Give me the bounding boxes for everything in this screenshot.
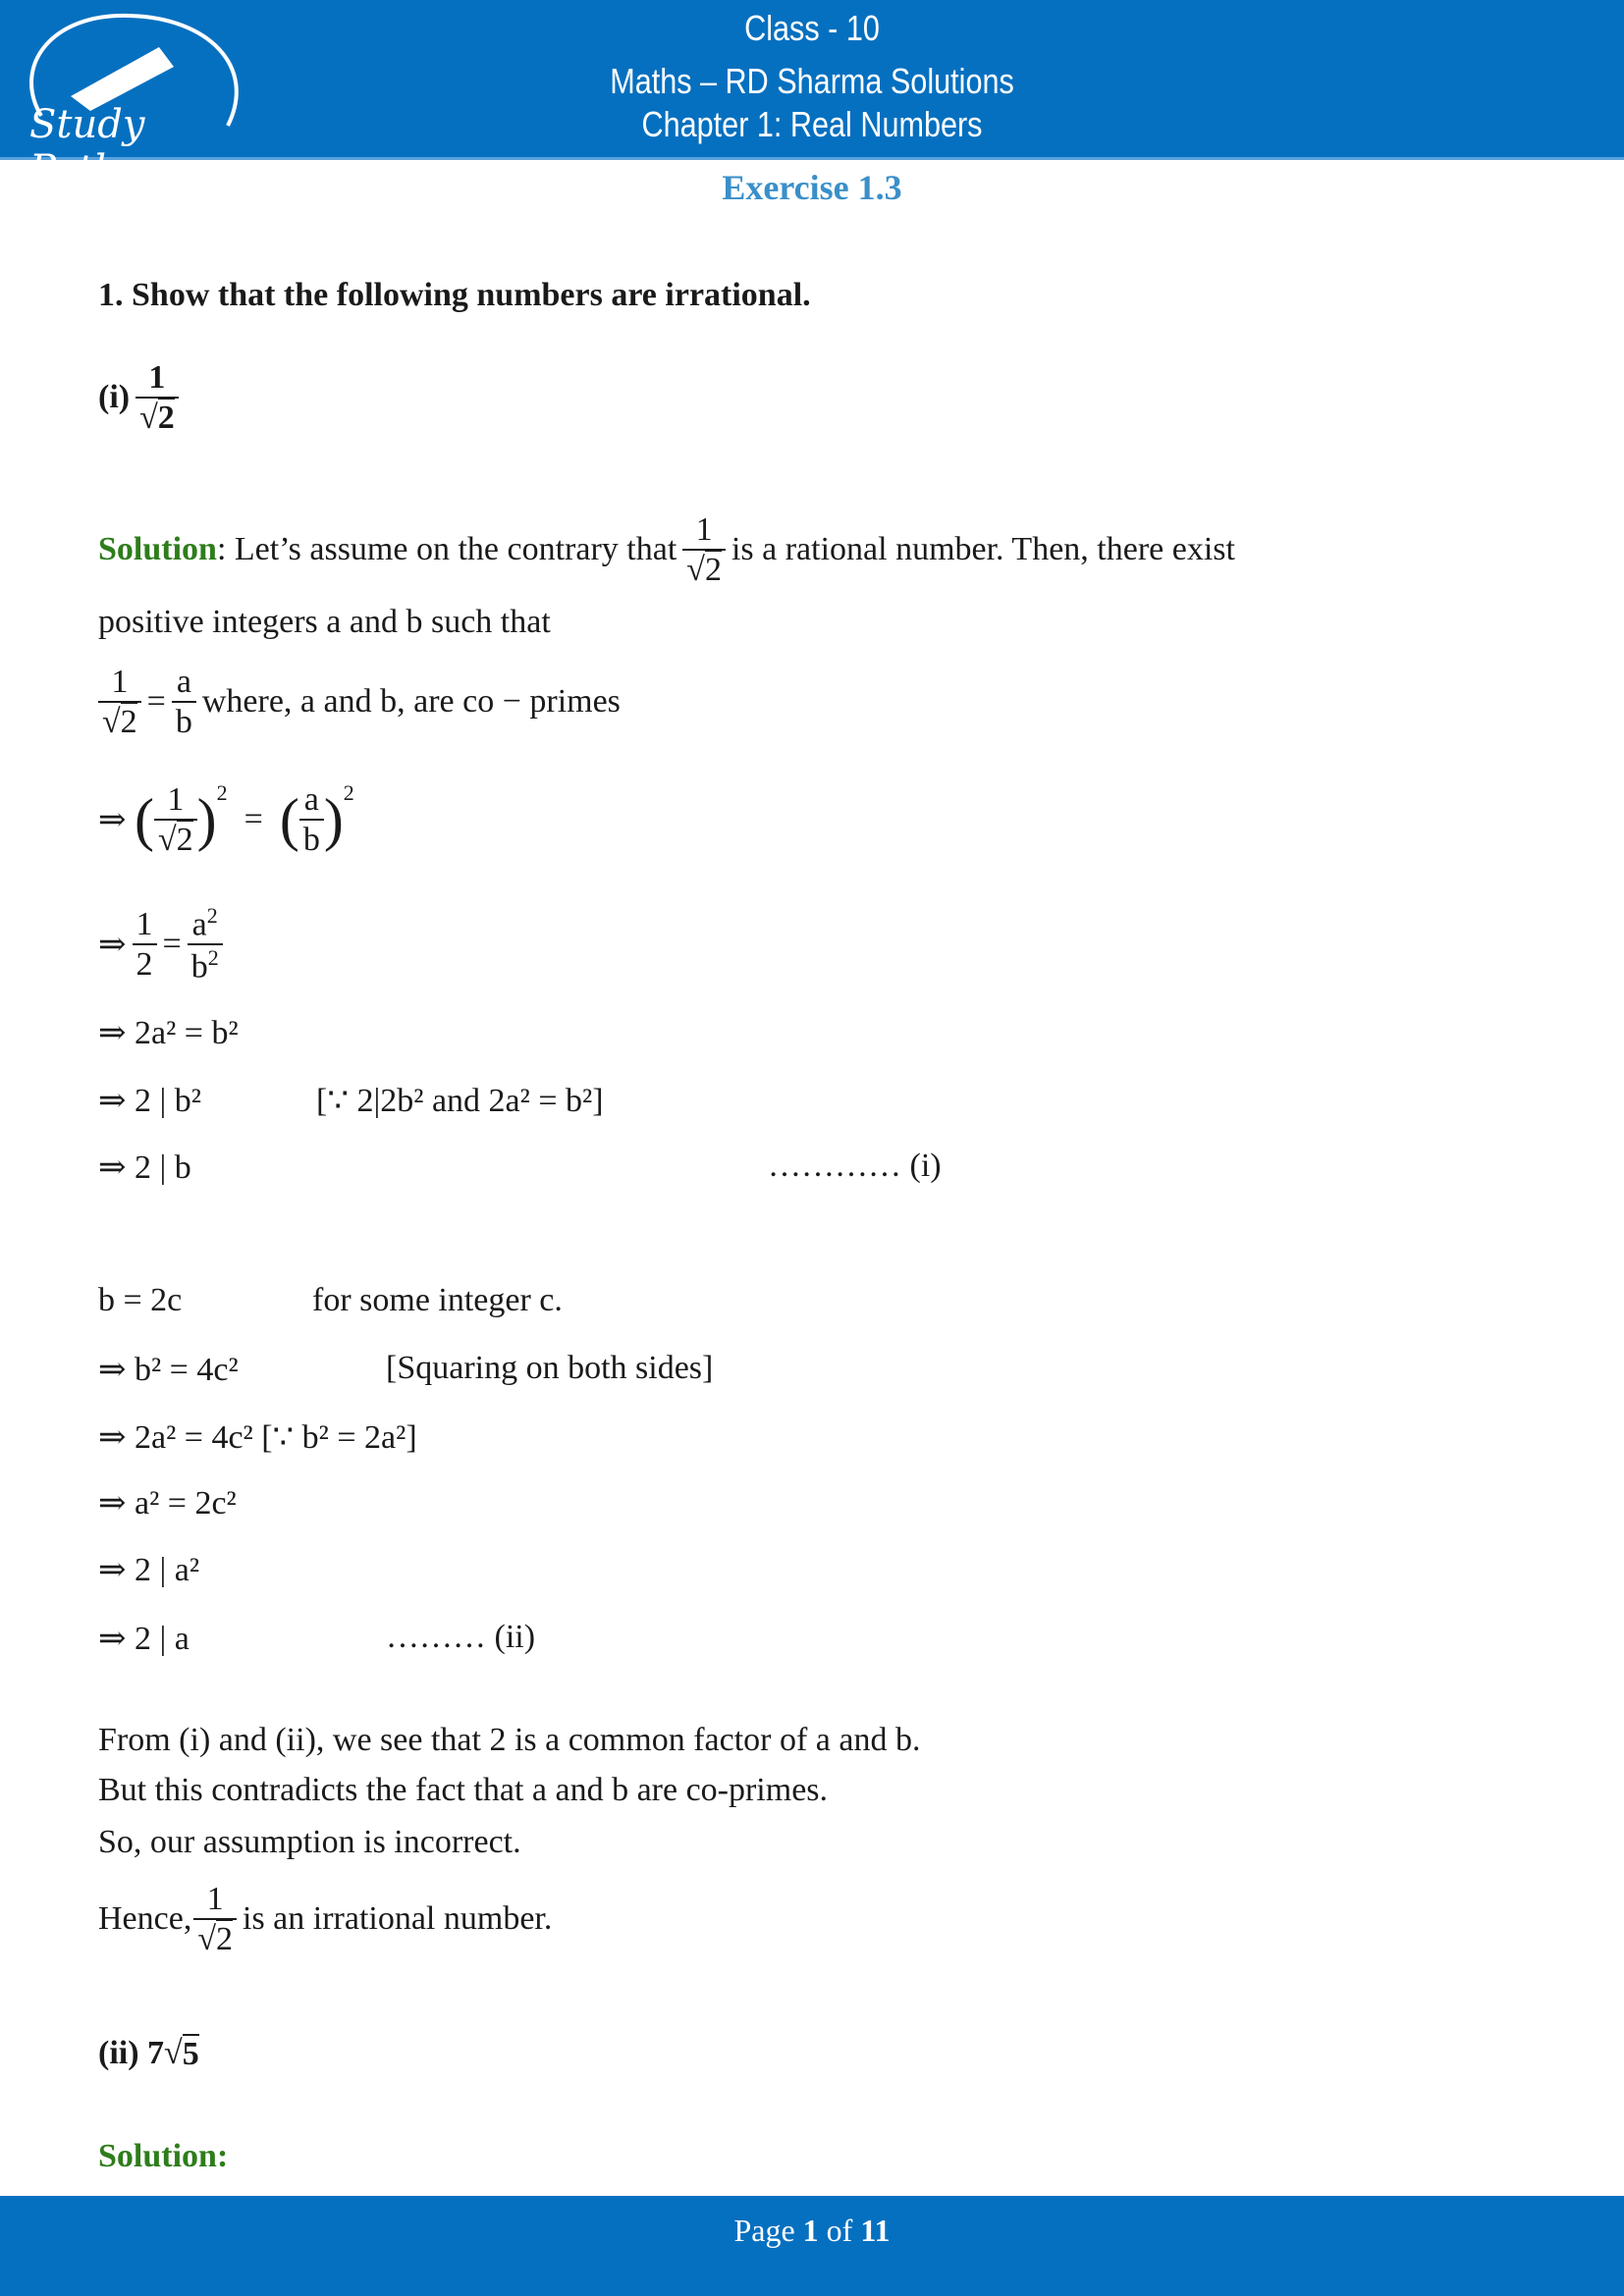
conclusion: But this contradicts the fact that a and b are co-primes.: [98, 1772, 829, 1808]
intro-text-3: positive integers a and b such that: [98, 604, 551, 640]
paren: ): [196, 787, 217, 853]
fraction: [188, 903, 223, 987]
step: ⇒ 2 | b²: [98, 1083, 201, 1119]
exercise-title: Exercise 1.3: [722, 168, 902, 207]
sqrt-sign: √: [164, 2035, 183, 2071]
coefficient: 7: [147, 2035, 165, 2071]
step: ⇒ b² = 4c²: [98, 1352, 239, 1388]
part-i-label: (i): [98, 379, 131, 416]
denominator: b: [299, 819, 324, 859]
hence-line: [98, 1880, 552, 1958]
sqrt-sign: √: [139, 400, 158, 437]
page-number: [0, 2213, 1624, 2249]
subject-title: Maths – RD Sharma Solutions: [610, 61, 1014, 101]
numerator: 1: [148, 359, 166, 396]
denominator: $b^2$: [188, 943, 223, 986]
intro-text-2: is a rational number. Then, there exist: [731, 531, 1235, 568]
denominator: [135, 397, 179, 437]
step-reason: [∵ 2|2b² and 2a² = b²]: [316, 1083, 604, 1119]
equation-3: [98, 903, 229, 987]
step: ⇒ 2a² = 4c² [∵ b² = 2a²]: [98, 1419, 417, 1456]
step: b = 2c: [98, 1282, 183, 1318]
radicand: 2: [176, 822, 193, 859]
radicand: 5: [182, 2036, 199, 2072]
step: ⇒ 2a² = b²: [98, 1015, 239, 1051]
denominator: b: [172, 701, 196, 741]
equation-2: ⇒ ( $\frac{1}{√2}$ ) $^2$ = ( $\frac{a}{b}$ ) $^2$: [98, 780, 354, 859]
fraction-one-over-root-two: [135, 358, 179, 437]
solution-label: Solution: [98, 531, 217, 568]
step-reason: [Squaring on both sides]: [386, 1350, 714, 1386]
numerator: $a^2$: [191, 903, 218, 943]
denominator: [193, 1918, 237, 1958]
step: ⇒ 2 | b: [98, 1149, 191, 1186]
total-pages: 11: [860, 2213, 891, 2248]
numerator: 1: [135, 906, 153, 943]
numerator: 1: [167, 781, 185, 818]
page-of: of: [818, 2213, 861, 2248]
intro-text: : Let’s assume on the contrary that: [216, 531, 677, 568]
step-marker: ………… (i): [768, 1148, 942, 1184]
fraction: [193, 1880, 237, 1958]
logo-text: Study Path: [29, 102, 145, 192]
class-title: Class - 10: [744, 8, 880, 48]
implies: ⇒: [98, 802, 135, 839]
denominator: 2: [133, 943, 157, 984]
fraction: [299, 780, 324, 859]
sqrt-sign: √: [197, 1921, 216, 1958]
page-prefix: Page: [733, 2213, 803, 2248]
chapter-title: Chapter 1: Real Numbers: [641, 104, 983, 144]
current-page: 1: [802, 2213, 819, 2248]
step: ⇒ 2 | a: [98, 1621, 189, 1657]
radicand: 2: [157, 400, 175, 437]
fraction: [682, 510, 726, 589]
numerator: 1: [695, 511, 713, 548]
fraction: [133, 905, 157, 984]
hence-text: Hence,: [98, 1900, 192, 1938]
numerator: a: [303, 781, 319, 818]
equals: =: [162, 926, 182, 963]
part-i: [98, 358, 185, 437]
fraction: [154, 780, 197, 859]
sqrt-sign: √: [157, 822, 177, 859]
equation-1: [98, 663, 621, 741]
numerator: 1: [111, 664, 129, 700]
step-reason: for some integer c.: [312, 1282, 563, 1318]
numerator: a: [176, 664, 191, 700]
denominator: [98, 701, 141, 741]
radicand: 2: [120, 704, 137, 741]
equals: =: [227, 801, 280, 838]
fraction: [98, 663, 141, 741]
paren: ): [323, 787, 344, 853]
implies: ⇒: [98, 927, 127, 964]
denominator: [682, 549, 726, 589]
question-title: 1. Show that the following numbers are irrational.: [98, 277, 811, 313]
denominator: [154, 819, 197, 859]
radicand: 2: [704, 552, 722, 589]
fraction: [172, 663, 196, 741]
hence-end: is an irrational number.: [243, 1900, 553, 1938]
equation-note: where, a and b, are co − primes: [201, 683, 621, 721]
part-ii-label: (ii): [98, 2035, 139, 2071]
conclusion: From (i) and (ii), we see that 2 is a common factor of a and b.: [98, 1722, 921, 1758]
solution-2-label: Solution:: [98, 2138, 229, 2174]
step-marker: ……… (ii): [386, 1619, 536, 1655]
step: ⇒ 2 | a²: [98, 1552, 200, 1588]
paren: (: [135, 787, 154, 853]
sqrt-sign: √: [102, 704, 121, 741]
equals: =: [146, 683, 166, 721]
solution-intro: [98, 510, 1235, 589]
sqrt-sign: √: [686, 552, 705, 589]
radicand: 2: [216, 1921, 233, 1958]
step: ⇒ a² = 2c²: [98, 1485, 237, 1522]
paren: (: [279, 787, 299, 853]
numerator: 1: [206, 1881, 224, 1917]
part-ii: [98, 2034, 199, 2073]
conclusion: So, our assumption is incorrect.: [98, 1824, 521, 1860]
